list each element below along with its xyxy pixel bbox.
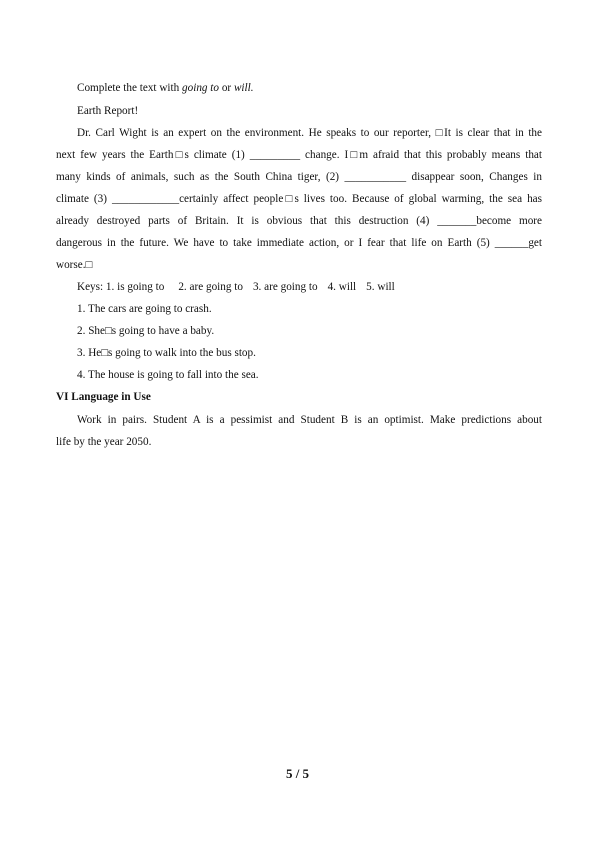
paragraph-line-1: Dr. Carl Wight is an expert on the environment. He speaks to our reporter, □It is clear that in the xyxy=(77,127,542,139)
instruction-text xyxy=(77,81,542,95)
paragraph-line-6: dangerous in the future. We have to take immediate action, or I fear that life on Earth (5) ______get xyxy=(56,237,542,249)
key-3: 3. are going to xyxy=(252,281,318,293)
section-line-1: Work in pairs. Student A is a pessimist and Student B is an optimist. Make predictions about xyxy=(77,414,542,426)
answer-line-1: 1. The cars are going to crash. xyxy=(77,303,212,315)
answer-line-2: 2. She□s going to have a baby. xyxy=(77,325,215,337)
paragraph-line-3: many kinds of animals, such as the South China tiger, (2) ___________ disappear soon, Changes in xyxy=(56,171,542,183)
key-4: 4. will xyxy=(327,281,357,293)
instruction-will: will. xyxy=(233,82,254,94)
answer-line-4: 4. The house is going to fall into the sea. xyxy=(77,369,259,381)
answer-line-3: 3. He□s going to walk into the bus stop. xyxy=(77,347,256,359)
instruction-prefix: Complete the text with xyxy=(77,82,183,94)
paragraph-line-7: worse.□ xyxy=(56,259,93,271)
page-number: 5 / 5 xyxy=(285,766,310,781)
instruction-going-to: going to xyxy=(182,82,220,94)
instruction-or: or xyxy=(219,82,234,94)
paragraph-line-5: already destroyed parts of Britain. It is obvious that this destruction (4) _______become more xyxy=(56,215,542,227)
paragraph-line-4: climate (3) ____________certainly affect people□s lives too. Because of global warming, the sea has xyxy=(56,193,542,205)
section-heading: VI Language in Use xyxy=(56,391,151,403)
key-5: 5. will xyxy=(366,281,395,293)
report-title: Earth Report! xyxy=(77,105,139,117)
answer-keys xyxy=(77,280,542,294)
key-1: Keys: 1. is going to xyxy=(77,281,165,293)
paragraph-line-2: next few years the Earth□s climate (1) _________ change. I□m afraid that this probably means that xyxy=(56,149,542,161)
key-2: 2. are going to xyxy=(178,281,243,293)
section-line-2: life by the year 2050. xyxy=(56,436,152,448)
